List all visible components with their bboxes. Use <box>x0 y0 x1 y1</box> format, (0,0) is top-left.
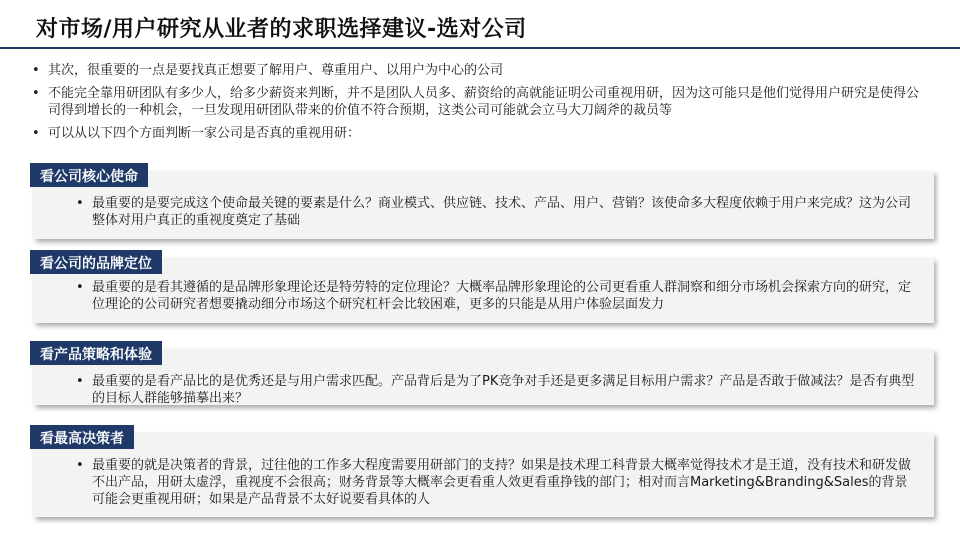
intro-bullet-1: • 其次，很重要的一点是要找真正想要了解用户、尊重用户、以用户为中心的公司 <box>30 62 930 79</box>
intro-bullet-3: • 可以从以下四个方面判断一家公司是否真的重视用研： <box>30 125 930 142</box>
section-heading: 看公司核心使命 <box>30 163 148 187</box>
section-brand-positioning <box>30 250 934 323</box>
section-core-mission <box>30 163 934 239</box>
title-underline <box>0 47 960 49</box>
intro-list <box>30 62 930 148</box>
section-top-decision-maker <box>30 425 934 517</box>
section-panel <box>34 433 934 517</box>
section-product-strategy <box>30 341 934 405</box>
section-heading: 看最高决策者 <box>30 425 134 449</box>
section-heading: 看产品策略和体验 <box>30 341 162 365</box>
section-bullet: • 最重要的是看其遵循的是品牌形象理论还是特劳特的定位理论？大概率品牌形象理论的公司更看重人群洞察和细分市场机会探索方向的研究，定位理论的公司研究者想要撬动细分市场这个研究杠杆会比较困难，更多的只能是从用户体验层面发力 <box>74 279 920 313</box>
intro-bullet-2: • 不能完全靠用研团队有多少人，给多少薪资来判断，并不是团队人员多、薪资给的高就能证明公司重视用研，因为这可能只是他们觉得用户研究是使得公司得到增长的一种机会，一旦发现用研团队带来的价值不符合预期，这类公司可能就会立马大刀阔斧的裁员等 <box>30 85 930 119</box>
section-panel <box>34 258 934 323</box>
section-panel <box>34 171 934 239</box>
page-title: 对市场/用户研究从业者的求职选择建议-选对公司 <box>36 17 527 42</box>
section-bullet: • 最重要的是要完成这个使命最关键的要素是什么？商业模式、供应链、技术、产品、用户、营销？该使命多大程度依赖于用户来完成？这为公司整体对用户真正的重视度奠定了基础 <box>74 195 920 229</box>
section-bullet: • 最重要的是看产品比的是优秀还是与用户需求匹配。产品背后是为了PK竞争对手还是更多满足目标用户需求？产品是否敢于做减法？是否有典型的目标人群能够描摹出来？ <box>74 373 920 407</box>
section-panel <box>34 349 934 405</box>
section-bullet: • 最重要的就是决策者的背景，过往他的工作多大程度需要用研部门的支持？如果是技术理工科背景大概率觉得技术才是王道，没有技术和研发做不出产品，用研太虚浮，重视度不会很高；财务背景等大概率会更看重人效更看重挣钱的部门；相对而言Marketing&Branding&Sales的背景可能会更重视用研；如果是产品背景不太好说要看具体的人 <box>74 457 920 508</box>
section-heading: 看公司的品牌定位 <box>30 250 162 274</box>
